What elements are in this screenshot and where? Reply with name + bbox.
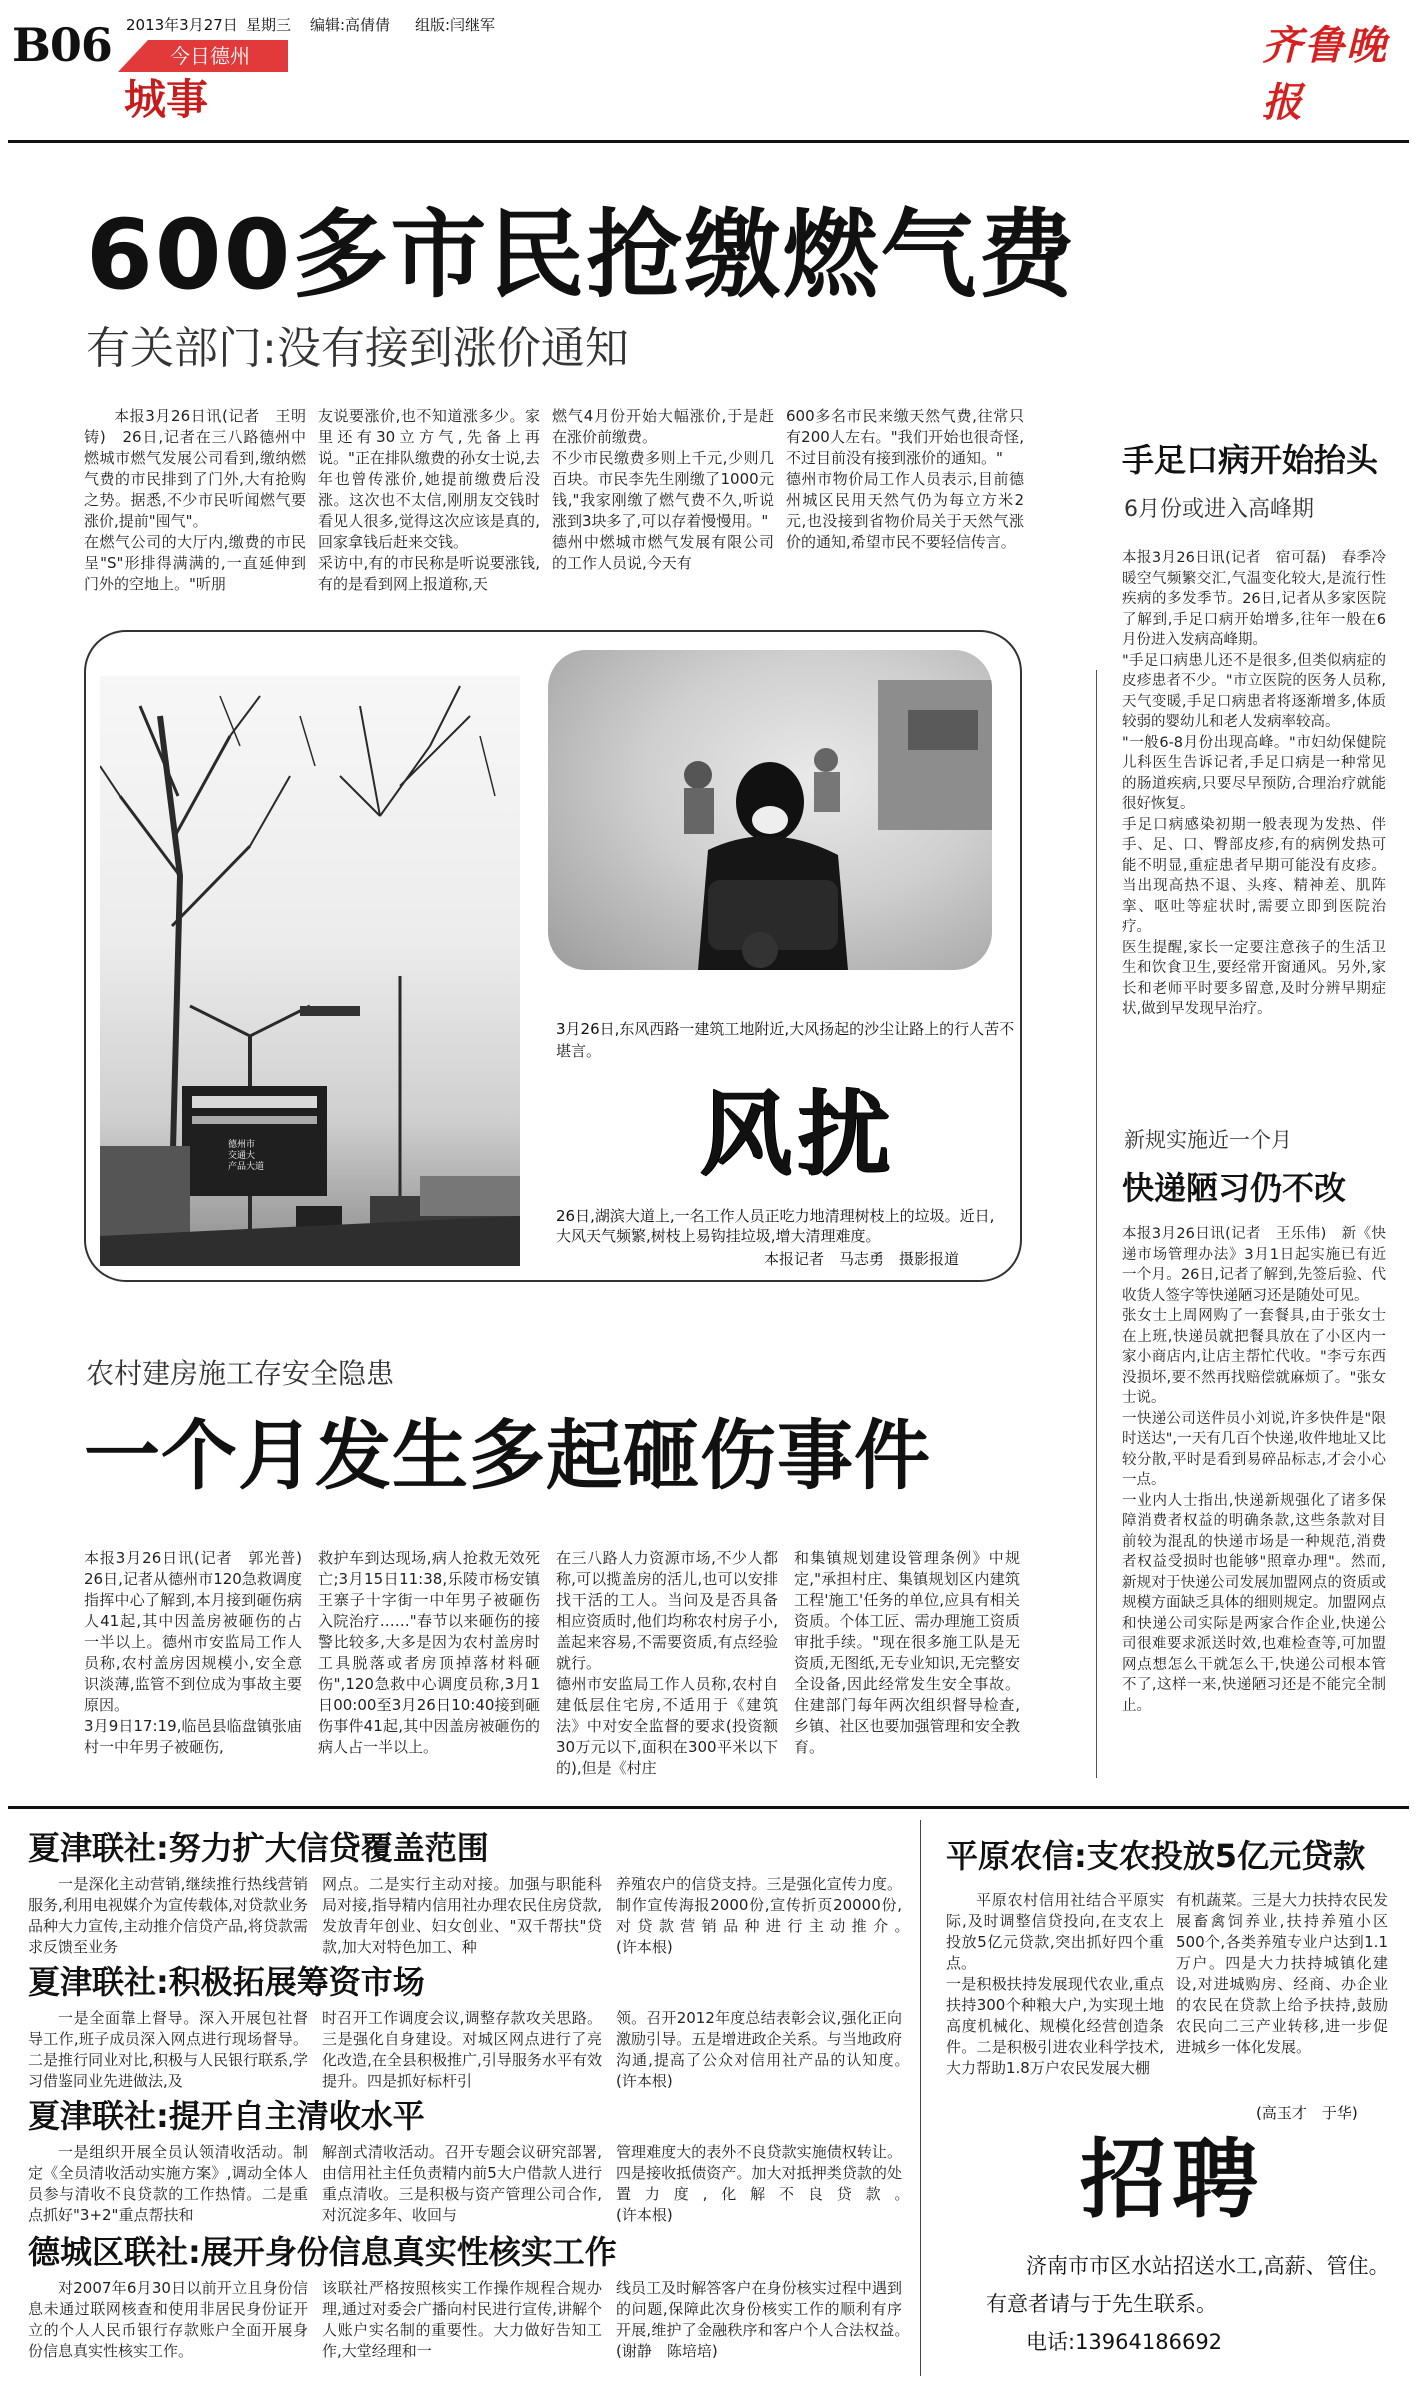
bank-item-1-col-2: 网点。二是实行主动对接。加强与职能科局对接,指导精内信用社办理农民住房贷款,发放青年创业、妇女创业、"双千帮扶"贷款,加大对特色加工、种 bbox=[322, 1875, 602, 1956]
hfmd-subtitle: 6月份或进入高峰期 bbox=[1124, 497, 1314, 522]
rural-col-2: 救护车到达现场,病人抢救无效死亡;3月15日11:38,乐陵市杨安镇王寨子十字街一中年男子被砸伤入院治疗……"春节以来砸伤的接警比较多,大多是因为农村盖房时工具脱落或者房顶掉落材料砸伤",120急救中心调度员称,3月1日00:00至3月26日10:40接到砸伤事件41起,其中因盖房被砸伤的病人占一半以上。 bbox=[318, 1549, 540, 1756]
masthead-editor: 编辑:高倩倩 bbox=[310, 16, 391, 34]
bank-item-4-col-2: 该联社严格按照核实工作操作规程合规办理,通过对委会广播向村民进行宣传,讲解个人账户实名制的重要性。大力做好告知工作,大堂经理和一 bbox=[322, 2279, 602, 2360]
ad-phone: 电话:13964186692 bbox=[1026, 2330, 1223, 2354]
bank-item-3-col-2: 解剖式清收活动。召开专题会议研究部署,由信用社主任负责精内前5大户借款人进行重点清收。三是积极与资产管理公司合作,对沉淀多年、收回与 bbox=[322, 2143, 602, 2224]
rural-col-3: 在三八路人力资源市场,不少人都称,可以揽盖房的活儿,也可以安排找干活的工人。当问及是否具备相应资质时,他们均称农村房子小,盖起来容易,不需要资质,有点经验就行。 德州市安监局工作人员称,农村自建低层住宅房,不适用于《建筑法》中对安全监督的要求(投资额30万元以下,面积在300平米以下的),但是《村庄 bbox=[556, 1549, 778, 1776]
bottom-column-rule bbox=[920, 1820, 921, 2376]
rural-kicker: 农村建房施工存安全隐患 bbox=[86, 1357, 395, 1390]
lead-col-1: 本报3月26日讯(记者 王明铸) 26日,记者在三八路德州中燃城市燃气发展公司看到,缴纳燃气费的市民排到了门外,大有抢购之势。据悉,不少市民听闻燃气要涨价,提前"囤气"。 在燃气公司的大厅内,缴费的市民呈"S"形排得满满的,一直延伸到门外的空地上。"听朋 bbox=[84, 407, 306, 593]
pingyuan-credit: (高玉才 于华) bbox=[1256, 2104, 1358, 2122]
rural-headline: 一个月发生多起砸伤事件 bbox=[84, 1411, 931, 1500]
lead-headline: 600多市民抢缴燃气费 bbox=[86, 199, 1077, 311]
hfmd-body: 本报3月26日讯(记者 宿可磊) 春季冷暖空气频繁交汇,气温变化较大,是流行性疾病的多发季节。26日,记者从多家医院了解到,手足口病开始增多,往年一般在6月份进入发病高峰期。 "手足口病患儿还不是很多,但类似病症的皮疹患者不少。"市立医院的医务人员称,天气变暖,手足口病患者将逐渐增多,体质较弱的婴幼儿和老人发病率较高。 "一般6-8月份出现高峰。"市妇幼保健院儿科医生告诉记者,手足口病是一种常见的肠道疾病,只要尽早预防,合理治疗就能很好恢复。 手足口病感染初期一般表现为发热、伴手、足、口、臀部皮疹,有的病例发热可能不明显,重症患者早期可能没有皮疹。当出现高热不退、头疼、精神差、肌阵挛、呕吐等症状时,需要立即到医院治疗。 医生提醒,家长一定要注意孩子的生活卫生和饮食卫生,要经常开窗通风。另外,家长和老师平时要多留意,及时分辨早期症状,做到早发现早治疗。 bbox=[1122, 550, 1386, 1017]
bank-item-1-col-3: 养殖农户的信贷支持。三是强化宣传力度。制作宣传海报2000份,宣传折页20000份,对贷款营销品种进行主动推介。 (许本根) bbox=[616, 1875, 902, 1956]
bank-item-2-col-3: 领。召开2012年度总结表彰会议,强化正向激励引导。五是增进政企关系。与当地政府沟通,提高了公众对信用社产品的认知度。 (许本根) bbox=[616, 2009, 902, 2090]
paper-logo: 齐鲁晚报 bbox=[1262, 22, 1388, 126]
bank-item-2-col-1: 一是全面靠上督导。深入开展包社督导工作,班子成员深入网点进行现场督导。二是推行同业对比,积极与人民银行联系,学习借鉴同业先进做法,及 bbox=[28, 2009, 308, 2090]
rural-col-4: 和集镇规划建设管理条例》中规定,"承担村庄、集镇规划区内建筑工程'施工'任务的单位,应具有相关资质。个体工匠、需办理施工资质审批手续。"现在很多施工队是无资质,无图纸,无专业知识,无完整安全设备,因此经常发生安全事故。住建部门每年两次组织督导检查,乡镇、社区也要加强管理和安全教育。 bbox=[794, 1549, 1020, 1756]
bank-item-3-col-1: 一是组织开展全员认领清收活动。制定《全员清收活动实施方案》,调动全体人员参与清收不良贷款的工作热情。二是重点抓好"3+2"重点帮扶和 bbox=[28, 2143, 308, 2224]
express-title: 快递陋习仍不改 bbox=[1122, 1169, 1347, 1207]
right-column-rule bbox=[1096, 670, 1097, 1778]
bottom-section-rule bbox=[8, 1806, 1409, 1809]
bank-item-4-col-1: 对2007年6月30日以前开立且身份信息未通过联网核查和使用非居民身份证开立的个人人民币银行存款账户全面开展身份信息真实性核实工作。 bbox=[28, 2279, 308, 2360]
masthead-date: 2013年3月27日 bbox=[126, 16, 238, 34]
bank-item-4-title: 德城区联社:展开身份信息真实性核实工作 bbox=[28, 2233, 617, 2271]
bank-item-2-title: 夏津联社:积极拓展筹资市场 bbox=[28, 1963, 425, 2001]
dust-photo bbox=[548, 650, 992, 970]
masthead-rule bbox=[8, 140, 1409, 143]
bank-item-1-title: 夏津联社:努力扩大信贷覆盖范围 bbox=[28, 1829, 489, 1867]
road-sign-text: 德州市 交通大 产品大道 bbox=[228, 1140, 265, 1172]
section-tag-corner bbox=[118, 40, 148, 72]
bank-item-4-col-3: 线员工及时解答客户在身份核实过程中遇到的问题,保障此次身份核实工作的顺利有序开展,维护了金融秩序和客户个人合法权益。 (谢静 陈培培) bbox=[616, 2279, 902, 2360]
section-title: 城事 bbox=[124, 75, 209, 124]
lead-col-2: 友说要涨价,也不知道涨多少。家里还有30立方气,先备上再说。"正在排队缴费的孙女士说,去年也曾传涨价,她提前缴费后没涨。这次也不太信,刚朋友交钱时看见人很多,觉得这次应该是真的,回家拿钱后赶来交钱。 采访中,有的市民称是听说要涨钱,有的是看到网上报道称,天 bbox=[318, 407, 540, 593]
bank-item-3-col-3: 管理难度大的表外不良贷款实施债权转让。四是接收抵债资产。加大对抵押类贷款的处置力度,化解不良贷款。 (许本根) bbox=[616, 2143, 902, 2224]
pingyuan-col-1: 平原农村信用社结合平原实际,及时调整信贷投向,在支农上投放5亿元贷款,突出抓好四个重点。 一是积极扶持发展现代农业,重点扶持300个种粮大户,为实现土地高度机械化、规模化经营创造条件。二是积极引进农业科学技术,大力帮助1.8万户农民发展大棚 bbox=[946, 1891, 1164, 2077]
photo-caption-right: 3月26日,东风西路一建筑工地附近,大风扬起的沙尘让路上的行人苦不堪言。 bbox=[556, 1020, 1015, 1060]
bank-item-2-col-2: 时召开工作调度会议,调整存款攻关思路。三是强化自身建设。对城区网点进行了亮化改造,在全县积极推广,引导服务水平有效提升。四是抓好标杆引 bbox=[322, 2009, 602, 2090]
dust-scene bbox=[548, 650, 992, 970]
ad-title: 招聘 bbox=[1080, 2130, 1264, 2230]
pingyuan-col-2: 有机蔬菜。三是大力扶持农民发展畜禽饲养业,扶持养殖小区500个,各类养殖专业户达到1.1万户。四是大力扶持城镇化建设,对进城购房、经商、办企业的农民在贷款上给予扶持,鼓励农民向二三产业转移,进一步促进城乡一体化发展。 bbox=[1176, 1891, 1388, 2056]
pingyuan-title: 平原农信:支农投放5亿元贷款 bbox=[946, 1837, 1366, 1875]
page-number: B06 bbox=[12, 18, 112, 72]
lead-subhead: 有关部门:没有接到涨价通知 bbox=[86, 323, 629, 374]
hfmd-title: 手足口病开始抬头 bbox=[1122, 441, 1379, 479]
bank-item-3-title: 夏津联社:提开自主清收水平 bbox=[28, 2097, 425, 2135]
ad-line-1: 济南市市区水站招送水工,高薪、管住。 bbox=[1026, 2254, 1390, 2278]
ad-line-2: 有意者请与于先生联系。 bbox=[986, 2292, 1217, 2316]
photo-credit: 本报记者 马志勇 摄影报道 bbox=[764, 1250, 960, 1268]
express-kicker: 新规实施近一个月 bbox=[1124, 1128, 1292, 1152]
street-photo bbox=[100, 676, 520, 1266]
lead-col-4: 600多名市民来缴天然气费,往常只有200人左右。"我们开始也很奇怪,不过目前没有接到涨价的通知。" 德州市物价局工作人员表示,目前德州城区民用天然气仍为每立方米2元,也没接到省物价局关于天然气涨价的通知,希望市民不要轻信传言。 bbox=[786, 407, 1024, 551]
photo-title: 风扰 bbox=[700, 1081, 897, 1188]
masthead-layout: 组版:闫继军 bbox=[415, 16, 496, 34]
street-scene bbox=[100, 676, 520, 1266]
express-body: 本报3月26日讯(记者 王乐伟) 新《快递市场管理办法》3月1日起实施已有近一个月。26日,记者了解到,先签后验、代收货人签字等快递陋习还是随处可见。 张女士上周网购了一套餐具,由于张女士在上班,快递员就把餐具放在了小区内一家小商店内,让店主帮忙代收。"李亏东西没损坏,要不然再找赔偿就麻烦了。"张女士说。 一快递公司送件员小刘说,许多快件是"限时送达",一天有几百个快递,收件地址又比较分散,平时是看到易碎品标志,才会小心一点。 一业内人士指出,快递新规强化了诸多保障消费者权益的明确条款,这些条款对目前较为混乱的快递市场是一种规范,消费者权益受损时也能够"照章办理"。然而,新规对于快递公司发展加盟网点的资质或规模方面缺乏具体的细则规定。加盟网点和快递公司实际是两家合作企业,快递公司很难要求派送时效,也难检查等,可加盟网点想怎么干就怎么干,快递公司根本管不了,这样一来,快递陋习还是不能完全制止。 bbox=[1122, 1226, 1386, 1714]
rural-col-1: 本报3月26日讯(记者 郭光普) 26日,记者从德州市120急救调度指挥中心了解到,本月接到砸伤病人41起,其中因盖房被砸伤的占一半以上。德州市安监局工作人员称,农村盖房因规模小,安全意识淡薄,监管不到位成为事故主要原因。 3月9日17:19,临邑县临盘镇张庙村一中年男子被砸伤, bbox=[84, 1549, 302, 1756]
bank-item-1-col-1: 一是深化主动营销,继续推行热线营销服务,利用电视媒介为宣传载体,对贷款业务品种大力宣传,主动推介信贷产品,将贷款需求反馈至业务 bbox=[28, 1875, 308, 1956]
lead-col-3: 燃气4月份开始大幅涨价,于是赶在涨价前缴费。 不少市民缴费多则上千元,少则几百块。市民李先生刚缴了1000元钱,"我家刚缴了燃气费不久,听说涨到3块多了,可以存着慢慢用。" 德州中燃城市燃气发展有限公司的工作人员说,今天有 bbox=[552, 407, 774, 572]
masthead-weekday: 星期三 bbox=[246, 16, 292, 34]
photo-caption-bottom: 26日,湖滨大道上,一名工作人员正吃力地清理树枝上的垃圾。近日,大风天气频繁,树枝上易钩挂垃圾,增大清理难度。 bbox=[556, 1207, 995, 1245]
section-tag: 今日德州 bbox=[118, 40, 288, 72]
